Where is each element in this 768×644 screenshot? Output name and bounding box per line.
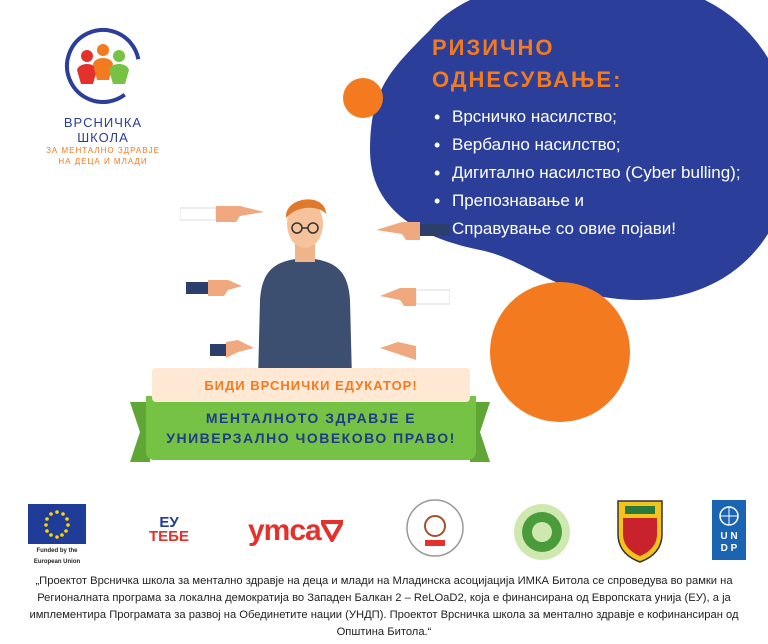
slogan-line1: МЕНТАЛНОТО ЗДРАВЈЕ Е <box>205 410 417 426</box>
undp-text-1: U N <box>720 531 738 542</box>
risk-item: • Дигитално насилство (Cyber bulling); <box>432 159 742 187</box>
logo-subtitle-2: НА ДЕЦА И МЛАДИ <box>58 157 148 166</box>
eu-caption-2: European Union <box>33 559 81 565</box>
orange-dot-large <box>490 282 630 422</box>
bitola-coat-of-arms <box>615 498 665 564</box>
people-group-icon <box>63 26 143 106</box>
cta-banner: БИДИ ВРСНИЧКИ ЕДУКАТОР! <box>152 368 470 402</box>
partner-logos <box>0 492 768 574</box>
un-emblem-icon <box>718 505 740 527</box>
green-seal-logo <box>512 502 572 562</box>
school-logo <box>38 26 168 167</box>
ymca-triangle-icon <box>321 520 343 542</box>
risk-item: • Справување со овие појави! <box>432 215 742 243</box>
ymca-wordmark: ymca <box>248 514 321 547</box>
logo-subtitle-1: ЗА МЕНТАЛНО ЗДРАВЈЕ <box>46 146 160 155</box>
person-body <box>258 258 352 380</box>
slogan-line2: УНИВЕРЗАЛНО ЧОВЕКОВО ПРАВО! <box>166 430 456 446</box>
center-seal-icon <box>405 498 465 558</box>
person-pointed-at-illustration <box>180 190 450 380</box>
risk-item: • Врсничко насилство; <box>432 103 742 131</box>
risk-list <box>432 103 742 243</box>
risk-heading <box>432 32 622 96</box>
coat-of-arms-icon <box>615 498 665 564</box>
eu-tebe-logo <box>140 516 198 544</box>
risk-item: • Вербално насилство; <box>432 131 742 159</box>
pointing-hand-icon <box>380 288 450 306</box>
slogan-ribbon <box>146 396 476 460</box>
pointing-hand-icon <box>210 340 254 358</box>
mental-health-center-logo <box>405 498 465 558</box>
risk-item: • Препознавање и <box>432 187 742 215</box>
green-seal-icon <box>512 502 572 562</box>
pointing-hand-icon <box>186 280 242 296</box>
risk-heading-line2: ОДНЕСУВАЊЕ: <box>432 67 623 92</box>
pointing-hand-icon <box>376 222 450 240</box>
pointing-hand-icon <box>380 342 416 360</box>
undp-logo <box>712 500 746 560</box>
eu-tebe-text-1: ЕУ <box>159 514 179 531</box>
pointing-hand-icon <box>180 206 264 222</box>
logo-title: ВРСНИЧКА ШКОЛА <box>63 115 143 145</box>
undp-text-2: D P <box>720 543 738 554</box>
orange-dot-small <box>343 78 383 118</box>
ymca-logo <box>248 514 343 548</box>
project-disclaimer: „Проектот Врсничка школа за ментално здравје на деца и млади на Младинска асоцијација ИМКА Битола се спроведува во рамки на Регионалната програма за локална демократија во Западен Балкан 2 – ReLOaD2, која е финансирана од Европската унија (ЕУ), а ја имплементира Програмата за развој на Обединетите нации (УНДП). Проектот Врсничка школа за ментално здравје е кофинансиран од Општина Битола.“ <box>29 575 739 638</box>
eu-caption-1: Funded by the <box>36 548 78 554</box>
eu-tebe-text-2: ТЕБЕ <box>149 528 189 545</box>
risk-heading-line1: РИЗИЧНО <box>432 35 555 60</box>
eu-logo <box>28 504 86 566</box>
eu-flag-icon <box>28 504 86 544</box>
